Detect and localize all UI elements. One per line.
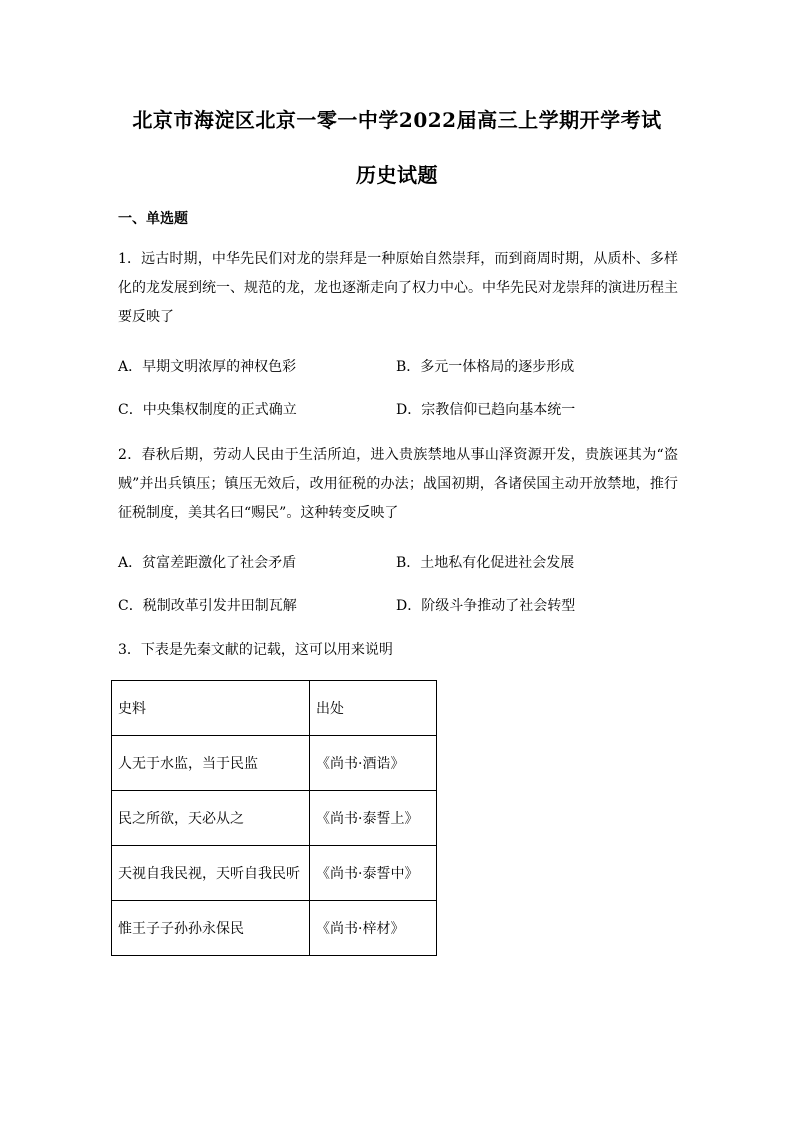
table-row — [112, 791, 437, 846]
question-2-option-b: B．土地私有化促进社会发展 — [396, 555, 575, 571]
question-2-option-c: C．税制改革引发井田制瓦解 — [118, 598, 297, 614]
table-cell-origin: 《尚书·泰誓上》 — [310, 791, 437, 846]
table-row — [112, 901, 437, 956]
question-1-option-d: D．宗教信仰已趋向基本统一 — [396, 402, 576, 418]
table-header-row — [112, 681, 437, 736]
question-2-option-d: D．阶级斗争推动了社会转型 — [396, 598, 576, 614]
table-cell-origin: 《尚书·泰誓中》 — [310, 846, 437, 901]
question-2-option-a: A．贫富差距激化了社会矛盾 — [118, 555, 297, 571]
historical-sources-table — [111, 680, 437, 956]
table-cell-origin: 《尚书·梓材》 — [310, 901, 437, 956]
table-cell-source: 人无于水监，当于民监 — [112, 736, 310, 791]
question-1-option-b: B．多元一体格局的逐步形成 — [396, 359, 575, 375]
table-cell-origin: 《尚书·酒诰》 — [310, 736, 437, 791]
table-row — [112, 736, 437, 791]
table-header-origin: 出处 — [310, 681, 437, 736]
exam-title: 北京市海淀区北京一零一中学2022届高三上学期开学考试 — [132, 108, 662, 132]
question-2-stem: 2．春秋后期，劳动人民由于生活所迫，进入贵族禁地从事山泽资源开发，贵族诬其为“盗贼”并出兵镇压；镇压无效后，改用征税的办法；战国初期，各诸侯国主动开放禁地，推行征税制度，美其名曰“赐民”。这种转变反映了 — [118, 447, 678, 521]
question-1-option-a: A．早期文明浓厚的神权色彩 — [118, 359, 297, 375]
table-cell-source: 天视自我民视，天听自我民听 — [112, 846, 310, 901]
question-1-stem: 1．远古时期，中华先民们对龙的崇拜是一种原始自然崇拜，而到商周时期，从质朴、多样化的龙发展到统一、规范的龙，龙也逐渐走向了权力中心。中华先民对龙崇拜的演进历程主要反映了 — [118, 251, 678, 325]
table-cell-source: 民之所欲，天必从之 — [112, 791, 310, 846]
table-cell-source: 惟王子子孙孙永保民 — [112, 901, 310, 956]
question-3-stem: 3．下表是先秦文献的记载，这可以用来说明 — [118, 642, 393, 658]
table-row — [112, 846, 437, 901]
question-1-option-c: C．中央集权制度的正式确立 — [118, 402, 297, 418]
table-header-source: 史料 — [112, 681, 310, 736]
section-heading: 一、单选题 — [118, 211, 188, 227]
exam-subtitle: 历史试题 — [356, 163, 438, 187]
